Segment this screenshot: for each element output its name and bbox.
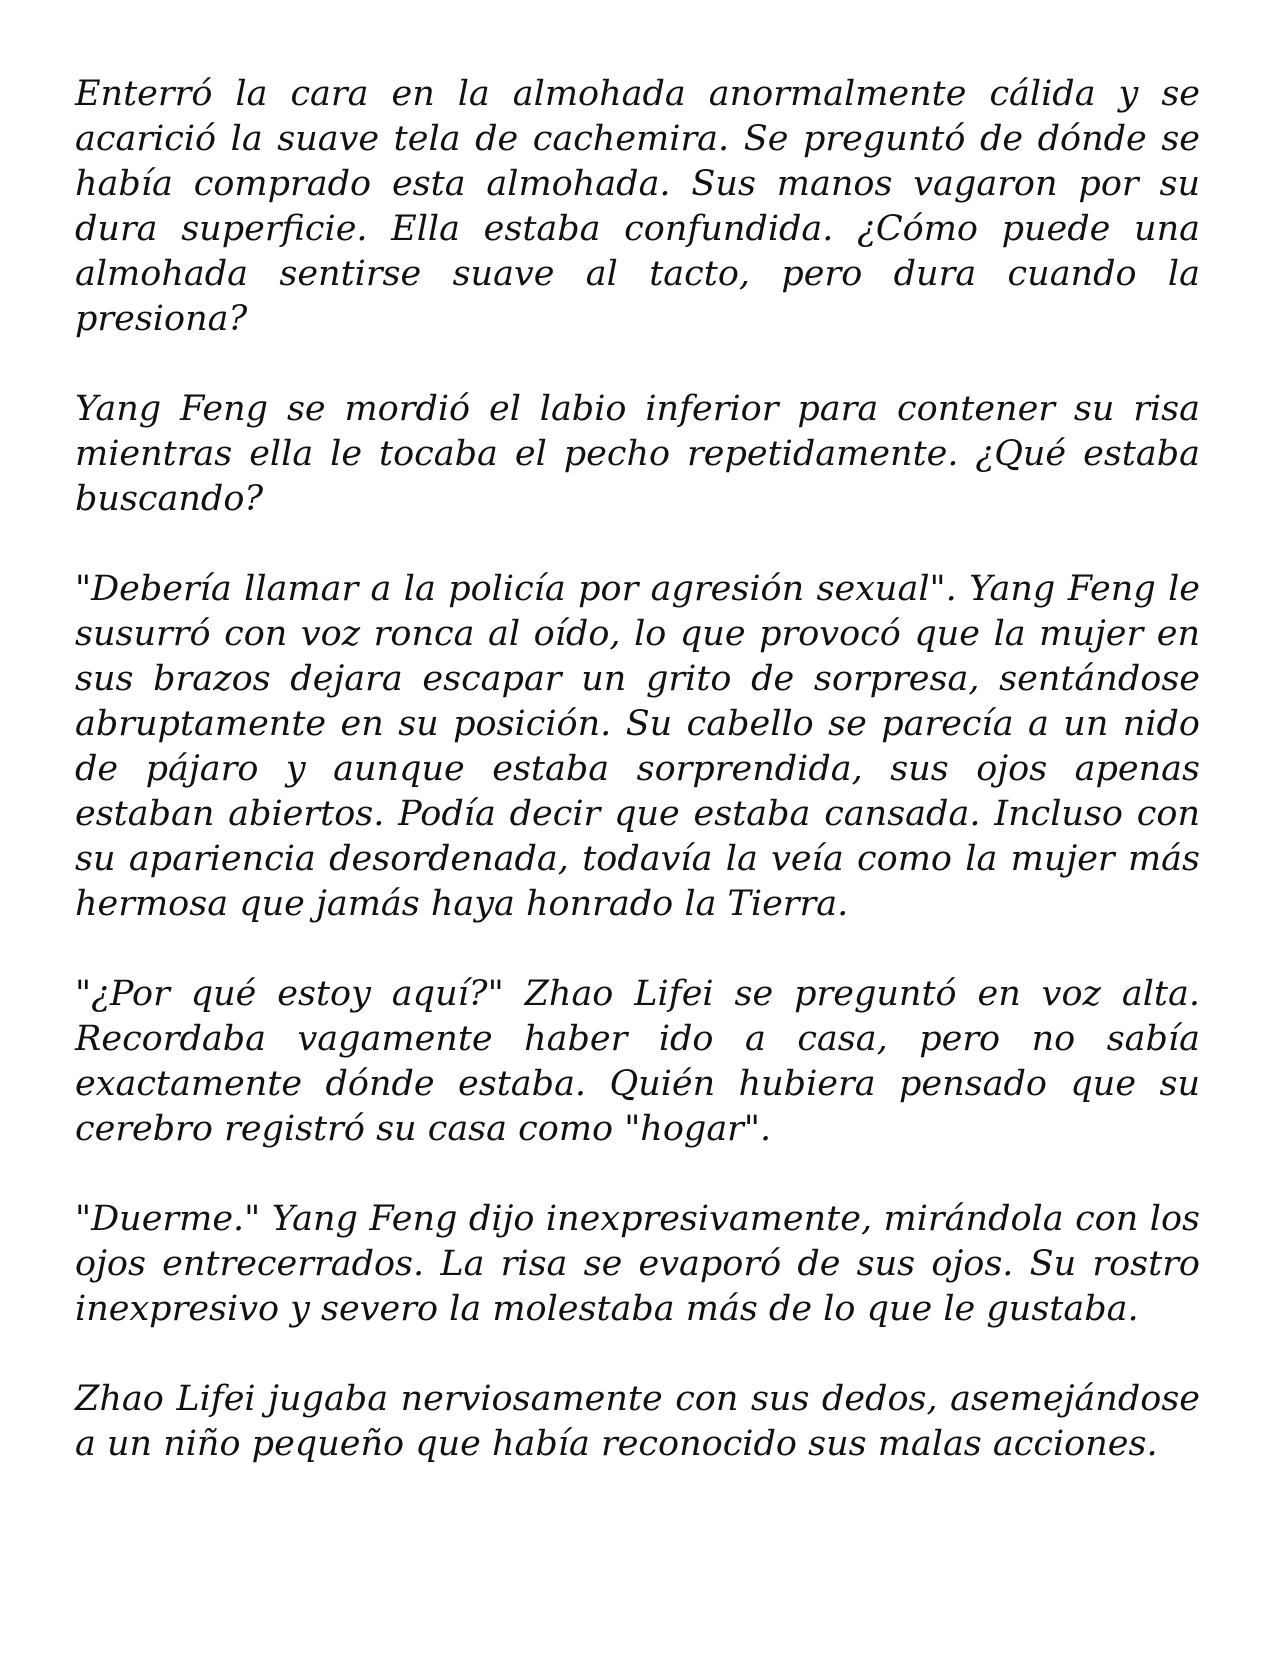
paragraph-6: Zhao Lifei jugaba nerviosamente con sus dedos, asemejándose a un niño pequeño que había reconocido sus malas acciones. <box>75 1379 1200 1464</box>
paragraph-2: Yang Feng se mordió el labio inferior para contener su risa mientras ella le tocaba el pecho repetidamente. ¿Qué estaba buscando? <box>75 389 1200 519</box>
paragraph-1: Enterró la cara en la almohada anormalmente cálida y se acarició la suave tela de cachemira. Se preguntó de dónde se había comprado esta almohada. Sus manos vagaron por su dura superficie. Ella estaba confundida. ¿Cómo puede una almohada sentirse suave al tacto, pero dura cuando la presiona? <box>75 74 1200 339</box>
document-page <box>75 72 1200 1512</box>
paragraph-4: "¿Por qué estoy aquí?" Zhao Lifei se preguntó en voz alta. Recordaba vagamente haber ido a casa, pero no sabía exactamente dónde estaba. Quién hubiera pensado que su cerebro registró su casa como "hogar". <box>75 974 1200 1149</box>
paragraph-5: "Duerme." Yang Feng dijo inexpresivamente, mirándola con los ojos entrecerrados. La risa se evaporó de sus ojos. Su rostro inexpresivo y severo la molestaba más de lo que le gustaba. <box>75 1199 1200 1329</box>
paragraph-3: "Debería llamar a la policía por agresión sexual". Yang Feng le susurró con voz ronca al oído, lo que provocó que la mujer en sus brazos dejara escapar un grito de sorpresa, sentándose abruptamente en su posición. Su cabello se parecía a un nido de pájaro y aunque estaba sorprendida, sus ojos apenas estaban abiertos. Podía decir que estaba cansada. Incluso con su apariencia desordenada, todavía la veía como la mujer más hermosa que jamás haya honrado la Tierra. <box>75 569 1200 924</box>
